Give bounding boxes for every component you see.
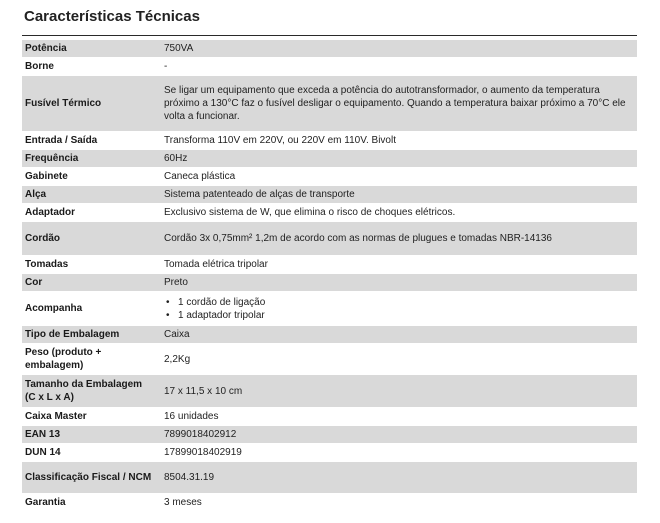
spec-row-acompanha xyxy=(22,292,637,326)
spec-label: Adaptador xyxy=(22,204,158,222)
spec-row-fusivel-termico xyxy=(22,76,637,132)
spec-row-tomadas xyxy=(22,256,637,274)
spec-row-alca xyxy=(22,186,637,204)
spec-label: Cor xyxy=(22,274,158,292)
spec-label: Peso (produto + embalagem) xyxy=(22,344,158,375)
spec-label: Tipo de Embalagem xyxy=(22,326,158,344)
spec-label: Fusível Térmico xyxy=(22,76,158,132)
included-items-list xyxy=(164,296,633,322)
spec-label: Cordão xyxy=(22,222,158,256)
spec-value: Cordão 3x 0,75mm² 1,2m de acordo com as normas de plugues e tomadas NBR-14136 xyxy=(158,222,637,256)
spec-value: 16 unidades xyxy=(158,408,637,426)
spec-label: Tamanho da Embalagem (C x L x A) xyxy=(22,375,158,408)
title-divider xyxy=(22,35,637,36)
spec-label: Alça xyxy=(22,186,158,204)
spec-value: Tomada elétrica tripolar xyxy=(158,256,637,274)
spec-row-tipo-embalagem xyxy=(22,326,637,344)
spec-value: 17899018402919 xyxy=(158,444,637,462)
spec-value: Caixa xyxy=(158,326,637,344)
spec-label: Potência xyxy=(22,40,158,58)
spec-row-tamanho-embalagem xyxy=(22,375,637,408)
list-item: • 1 cordão de ligação xyxy=(164,296,633,309)
spec-value: Sistema patenteado de alças de transporte xyxy=(158,186,637,204)
spec-label: Borne xyxy=(22,58,158,76)
spec-row-peso xyxy=(22,344,637,375)
spec-label: Frequência xyxy=(22,150,158,168)
spec-label: Classificação Fiscal / NCM xyxy=(22,462,158,494)
spec-value: Preto xyxy=(158,274,637,292)
spec-value xyxy=(158,292,637,326)
spec-row-gabinete xyxy=(22,168,637,186)
specs-table xyxy=(22,40,637,512)
spec-row-entrada-saida xyxy=(22,132,637,150)
list-item: • 1 adaptador tripolar xyxy=(164,309,633,322)
spec-label: Caixa Master xyxy=(22,408,158,426)
spec-label: Garantia xyxy=(22,494,158,512)
spec-value: 7899018402912 xyxy=(158,426,637,444)
spec-value: Caneca plástica xyxy=(158,168,637,186)
spec-value: Se ligar um equipamento que exceda a potência do autotransformador, o aumento da temperatura próximo a 130°C faz o fusível desligar o equipamento. Quando a temperatura baixar próximo a 70°C ele volta a funcionar. xyxy=(158,76,637,132)
spec-row-adaptador xyxy=(22,204,637,222)
spec-label: Gabinete xyxy=(22,168,158,186)
spec-row-frequencia xyxy=(22,150,637,168)
spec-label: DUN 14 xyxy=(22,444,158,462)
spec-value: 2,2Kg xyxy=(158,344,637,375)
spec-row-cor xyxy=(22,274,637,292)
spec-label: Entrada / Saída xyxy=(22,132,158,150)
spec-value: 17 x 11,5 x 10 cm xyxy=(158,375,637,408)
spec-label: EAN 13 xyxy=(22,426,158,444)
spec-row-ean-13 xyxy=(22,426,637,444)
spec-value: - xyxy=(158,58,637,76)
spec-value: 8504.31.19 xyxy=(158,462,637,494)
spec-row-garantia xyxy=(22,494,637,512)
spec-row-potencia xyxy=(22,40,637,58)
spec-value: 750VA xyxy=(158,40,637,58)
page-title: Características Técnicas xyxy=(24,8,200,25)
spec-value: 3 meses xyxy=(158,494,637,512)
spec-row-dun-14 xyxy=(22,444,637,462)
spec-value: 60Hz xyxy=(158,150,637,168)
spec-row-borne xyxy=(22,58,637,76)
spec-row-caixa-master xyxy=(22,408,637,426)
spec-value: Exclusivo sistema de W, que elimina o risco de choques elétricos. xyxy=(158,204,637,222)
spec-value: Transforma 110V em 220V, ou 220V em 110V. Bivolt xyxy=(158,132,637,150)
spec-label: Tomadas xyxy=(22,256,158,274)
spec-label: Acompanha xyxy=(22,292,158,326)
spec-row-cordao xyxy=(22,222,637,256)
spec-row-classificacao-fiscal xyxy=(22,462,637,494)
